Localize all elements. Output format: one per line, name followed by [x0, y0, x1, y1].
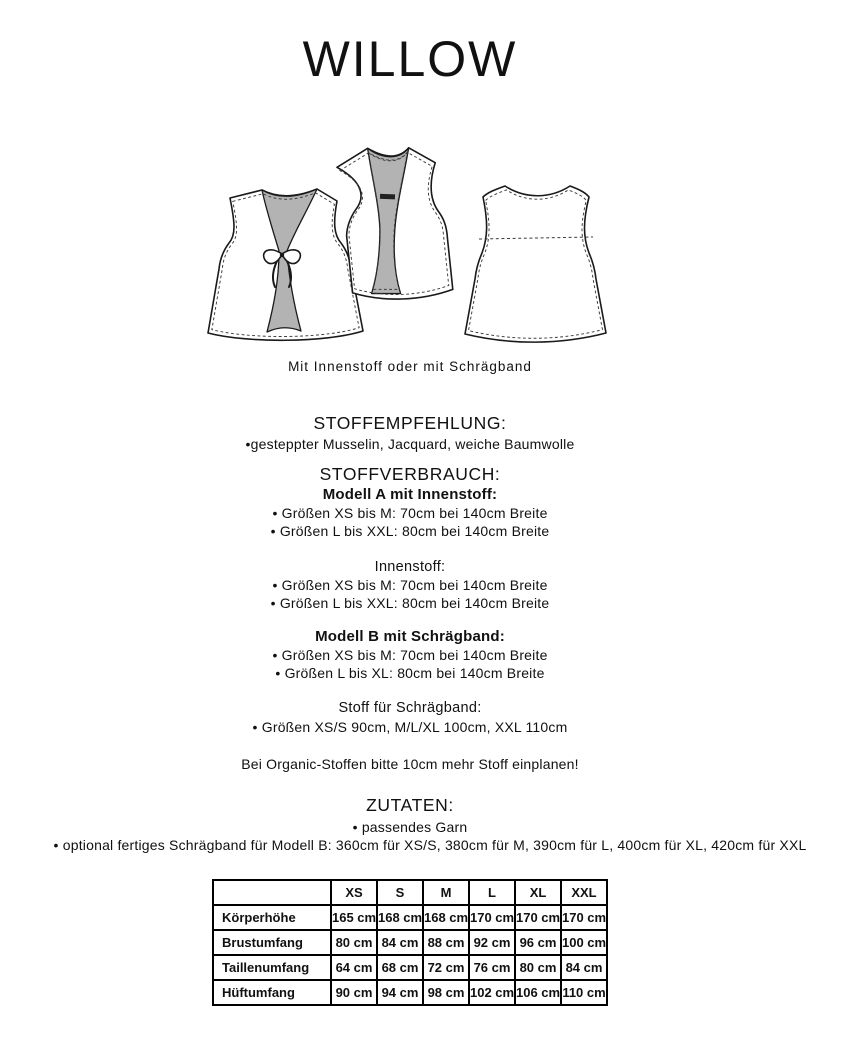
size-column-header: XS — [331, 880, 377, 905]
size-column-header: XL — [515, 880, 561, 905]
table-cell: 68 cm — [377, 955, 423, 980]
innenstoff-item: • Größen L bis XXL: 80cm bei 140cm Breite — [270, 595, 550, 611]
heading-stoffverbrauch: STOFFVERBRAUCH: — [319, 464, 501, 484]
size-table — [212, 879, 608, 1006]
table-cell: 76 cm — [469, 955, 515, 980]
table-row-label: Taillenumfang — [213, 955, 331, 980]
size-column-header: XXL — [561, 880, 607, 905]
innenstoff-item: • Größen XS bis M: 70cm bei 140cm Breite — [272, 577, 548, 593]
table-cell: 110 cm — [561, 980, 607, 1005]
zutaten-item: • optional fertiges Schrägband für Modell B: 360cm für XS/S, 380cm für M, 390cm für L, 400cm für XL, 420cm für XXL — [53, 837, 807, 853]
table-row-label: Brustumfang — [213, 930, 331, 955]
table-cell: 168 cm — [377, 905, 423, 930]
subheading-innenstoff: Innenstoff: — [374, 559, 446, 575]
stoffempfehlung-item: •gesteppter Musselin, Jacquard, weiche Baumwolle — [245, 436, 575, 452]
modell-b-item: • Größen L bis XL: 80cm bei 140cm Breite — [275, 665, 545, 681]
table-cell: 84 cm — [561, 955, 607, 980]
table-cell: 170 cm — [469, 905, 515, 930]
table-cell: 88 cm — [423, 930, 469, 955]
vest-front-tie-illustration — [208, 189, 363, 340]
modell-b-item: • Größen XS bis M: 70cm bei 140cm Breite — [272, 647, 548, 663]
table-row-koerperhoehe — [213, 905, 607, 930]
table-cell: 84 cm — [377, 930, 423, 955]
vest-back-illustration — [465, 186, 606, 342]
table-cell: 96 cm — [515, 930, 561, 955]
size-table-corner-cell — [213, 880, 331, 905]
table-cell: 170 cm — [515, 905, 561, 930]
table-cell: 80 cm — [331, 930, 377, 955]
table-cell: 94 cm — [377, 980, 423, 1005]
size-column-header: S — [377, 880, 423, 905]
page-title: WILLOW — [302, 31, 518, 87]
table-cell: 92 cm — [469, 930, 515, 955]
size-table-header-row — [213, 880, 607, 905]
size-column-header: M — [423, 880, 469, 905]
schraegband-item: • Größen XS/S 90cm, M/L/XL 100cm, XXL 110cm — [252, 719, 568, 735]
zutaten-item: • passendes Garn — [352, 819, 468, 835]
subheading-modell-b: Modell B mit Schrägband: — [315, 628, 505, 645]
table-cell: 170 cm — [561, 905, 607, 930]
vest-illustrations — [185, 135, 655, 350]
table-cell: 64 cm — [331, 955, 377, 980]
subheading-schraegband: Stoff für Schrägband: — [338, 700, 482, 716]
organic-fabric-note: Bei Organic-Stoffen bitte 10cm mehr Stoff einplanen! — [241, 756, 579, 772]
table-cell: 72 cm — [423, 955, 469, 980]
modell-a-item: • Größen L bis XXL: 80cm bei 140cm Breite — [270, 523, 550, 539]
table-cell: 168 cm — [423, 905, 469, 930]
heading-zutaten: ZUTATEN: — [366, 795, 454, 815]
table-cell: 80 cm — [515, 955, 561, 980]
modell-a-item: • Größen XS bis M: 70cm bei 140cm Breite — [272, 505, 548, 521]
table-row-label: Körperhöhe — [213, 905, 331, 930]
table-cell: 106 cm — [515, 980, 561, 1005]
table-cell: 98 cm — [423, 980, 469, 1005]
table-row-label: Hüftumfang — [213, 980, 331, 1005]
table-row-hueftumfang — [213, 980, 607, 1005]
size-column-header: L — [469, 880, 515, 905]
vest-front-open-illustration — [332, 145, 457, 301]
subheading-modell-a: Modell A mit Innenstoff: — [322, 486, 498, 503]
table-cell: 100 cm — [561, 930, 607, 955]
heading-stoffempfehlung: STOFFEMPFEHLUNG: — [313, 413, 507, 433]
table-cell: 90 cm — [331, 980, 377, 1005]
illustration-caption: Mit Innenstoff oder mit Schrägband — [288, 359, 532, 374]
table-row-taillenumfang — [213, 955, 607, 980]
table-cell: 102 cm — [469, 980, 515, 1005]
table-row-brustumfang — [213, 930, 607, 955]
table-cell: 165 cm — [331, 905, 377, 930]
